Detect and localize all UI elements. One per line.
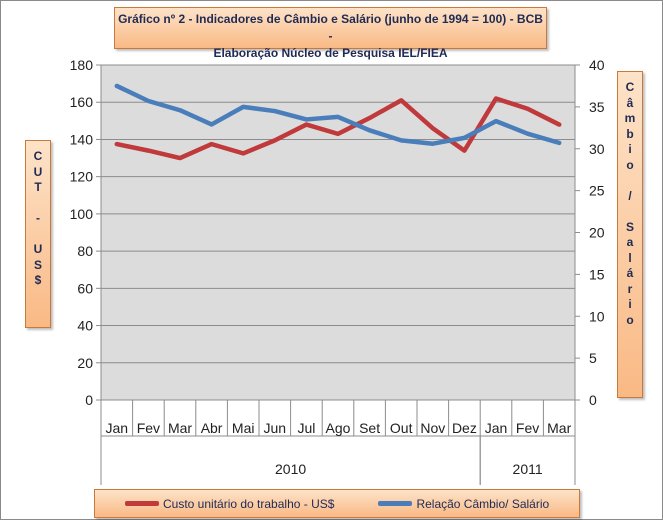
category-label: Mar [167, 420, 193, 436]
left-tick-label: 100 [69, 205, 93, 222]
right-tick-label: 35 [589, 98, 605, 115]
left-tick-label: 0 [85, 392, 93, 408]
left-axis-label-char: - [36, 211, 40, 225]
category-label: Jan [484, 420, 508, 436]
left-axis-label-char: U [33, 242, 43, 256]
right-axis-label-char: m [624, 111, 636, 125]
right-axis-label-char: a [626, 235, 634, 249]
right-tick-label: 20 [589, 224, 605, 241]
category-label: Jan [105, 420, 129, 436]
category-label: Dez [451, 420, 477, 436]
right-axis-label-char: i [628, 297, 632, 311]
right-tick-label: 30 [589, 140, 605, 157]
right-axis-label-char: S [625, 219, 634, 234]
legend-item-cut [125, 497, 334, 511]
category-label: Abr [200, 420, 223, 436]
legend [94, 489, 580, 518]
category-label: Fev [136, 420, 161, 436]
right-axis-label-char: á [626, 266, 634, 280]
right-axis-label-char: b [626, 126, 634, 141]
year-label: 2011 [512, 461, 543, 477]
chart-title-line2: Elaboração Núcleo de Pesquisa IEL/FIEA [213, 46, 448, 60]
right-tick-label: 40 [589, 57, 605, 73]
left-axis-label-char: C [33, 149, 43, 163]
left-axis-label-char: S [33, 257, 42, 272]
year-label: 2010 [275, 461, 307, 477]
category-label: Ago [325, 420, 351, 436]
category-label: Nov [420, 420, 446, 436]
chart-title-line1: Gráfico nº 2 - Indicadores de Câmbio e Salário (junho de 1994 = 100) - BCB - [118, 12, 543, 43]
left-axis-label-char: T [34, 180, 42, 194]
right-tick-label: 5 [589, 350, 597, 367]
right-axis-label-char: / [628, 188, 632, 203]
left-tick-label: 40 [77, 317, 93, 334]
right-axis-label-char: C [625, 80, 635, 94]
legend-item-cambio [378, 497, 549, 511]
right-tick-label: 0 [589, 392, 597, 408]
left-tick-label: 20 [77, 354, 93, 371]
legend-label-cut: Custo unitário do trabalho - US$ [163, 496, 335, 511]
right-axis-label-char: o [626, 312, 634, 327]
category-label: Jul [297, 420, 316, 436]
right-axis-label-char: r [627, 281, 633, 296]
legend-swatch-cut [125, 501, 159, 506]
left-tick-label: 160 [69, 94, 93, 111]
legend-label-cambio: Relação Câmbio/ Salário [416, 496, 550, 511]
left-tick-label: 60 [77, 280, 93, 297]
right-axis-label-char: l [628, 250, 632, 265]
right-axis-label-char: â [626, 95, 634, 110]
right-axis-label-char: i [628, 142, 632, 156]
category-label: Out [389, 420, 413, 436]
category-label: Set [359, 420, 381, 436]
legend-swatch-cambio [378, 501, 412, 506]
right-tick-label: 15 [589, 266, 605, 283]
right-tick-label: 25 [589, 182, 605, 199]
left-axis-label-char: U [33, 164, 43, 179]
left-tick-label: 180 [69, 57, 93, 73]
left-tick-label: 120 [69, 168, 93, 185]
right-tick-label: 10 [589, 308, 605, 325]
category-label: Jun [263, 420, 287, 436]
left-axis-label-char: $ [34, 273, 42, 287]
category-label: Mar [547, 420, 572, 436]
left-tick-label: 140 [69, 131, 93, 148]
right-axis-label-char: o [626, 157, 634, 172]
category-label: Fev [515, 420, 540, 436]
category-label: Mai [231, 420, 255, 436]
left-tick-label: 80 [77, 243, 93, 260]
